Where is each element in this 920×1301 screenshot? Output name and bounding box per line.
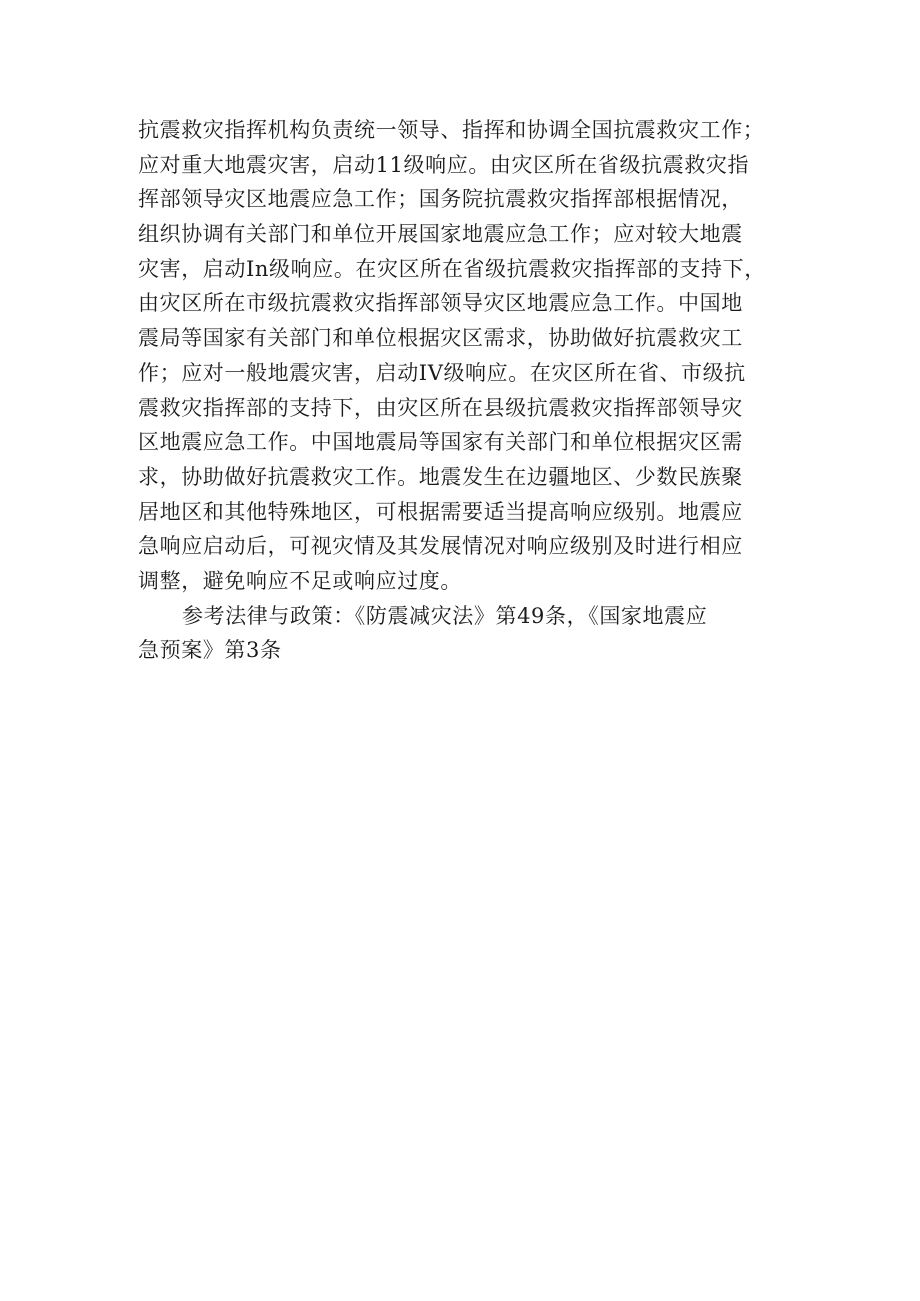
text-line: 组织协调有关部门和单位开展国家地震应急工作；应对较大地震 [138, 222, 743, 247]
text-line: 挥部领导灾区地震应急工作；国务院抗震救灾指挥部根据情况， [138, 187, 743, 212]
text-line: 参考法律与政策：《防震减灾法》第49条，《国家地震应 [182, 603, 708, 628]
paragraph-emergency-response [138, 113, 798, 599]
text-line: 震救灾指挥部的支持下，由灾区所在县级抗震救灾指挥部领导灾 [138, 395, 743, 420]
text-line: 应对重大地震灾害，启动11级响应。由灾区所在省级抗震救灾指 [138, 152, 750, 177]
text-line: 作；应对一般地震灾害，启动IV级响应。在灾区所在省、市级抗 [138, 360, 746, 385]
paragraph-legal-reference [138, 599, 798, 668]
text-line: 求，协助做好抗震救灾工作。地震发生在边疆地区、少数民族聚 [138, 464, 743, 489]
text-line: 灾害，启动In级响应。在灾区所在省级抗震救灾指挥部的支持下， [138, 256, 766, 281]
text-line: 由灾区所在市级抗震救灾指挥部领导灾区地震应急工作。中国地 [138, 291, 743, 316]
text-line: 区地震应急工作。中国地震局等国家有关部门和单位根据灾区需 [138, 430, 743, 455]
text-line: 调整，避免响应不足或响应过度。 [138, 568, 462, 593]
text-line: 抗震救灾指挥机构负责统一领导、指挥和协调全国抗震救灾工作； [138, 118, 765, 142]
text-line: 震局等国家有关部门和单位根据灾区需求，协助做好抗震救灾工 [138, 326, 743, 351]
text-line: 急响应启动后，可视灾情及其发展情况对响应级别及时进行相应 [138, 534, 743, 559]
document-body [138, 113, 798, 668]
text-line: 急预案》第3条 [138, 638, 282, 663]
text-line: 居地区和其他特殊地区，可根据需要适当提高响应级别。地震应 [138, 499, 743, 524]
